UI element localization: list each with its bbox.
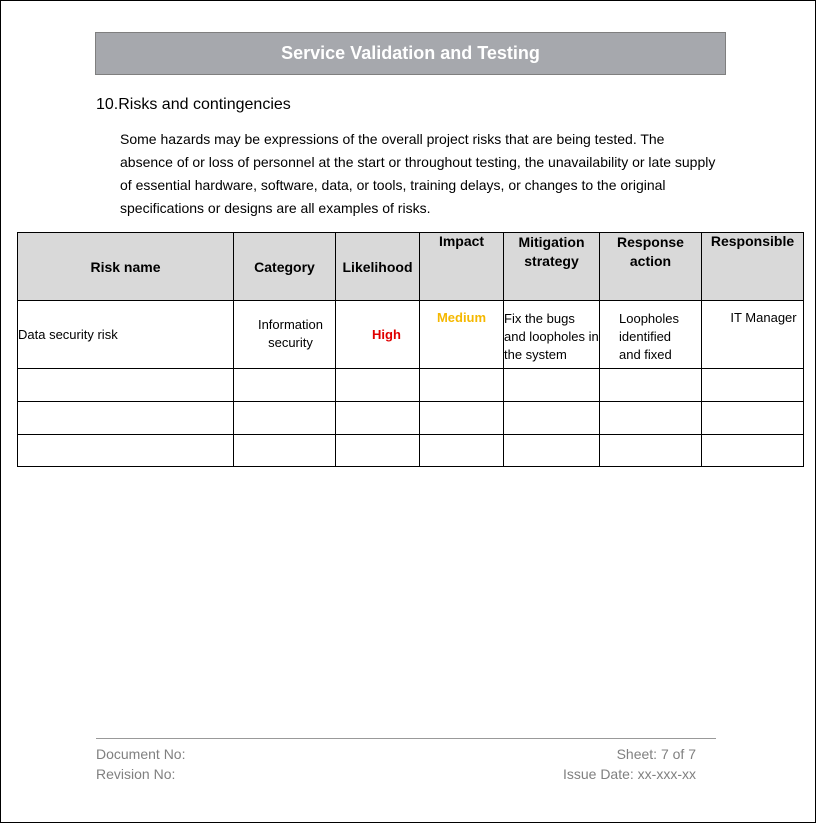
page-title bbox=[95, 32, 726, 75]
cell-response: Loopholes identified and fixed bbox=[600, 301, 702, 369]
header-mitigation bbox=[504, 233, 600, 301]
header-responsible: Responsible bbox=[702, 233, 804, 301]
cell-impact bbox=[420, 301, 504, 369]
footer-revision-no: Revision No: bbox=[96, 766, 176, 782]
header-likelihood: Likelihood bbox=[336, 233, 420, 301]
header-mitigation-text: Mitigation strategy bbox=[518, 234, 585, 269]
table-row-empty bbox=[18, 435, 804, 467]
cell-responsible: IT Manager bbox=[702, 301, 804, 369]
page-title-text: Service Validation and Testing bbox=[281, 43, 540, 63]
cell-risk-name: Data security risk bbox=[18, 301, 234, 369]
table-row-empty bbox=[18, 402, 804, 435]
risk-table bbox=[17, 232, 804, 467]
header-category: Category bbox=[234, 233, 336, 301]
footer-issue-date: Issue Date: xx-xxx-xx bbox=[562, 766, 696, 782]
header-response bbox=[600, 233, 702, 301]
cell-likelihood bbox=[336, 301, 420, 369]
table-row bbox=[18, 301, 804, 369]
impact-value: Medium bbox=[436, 310, 487, 325]
section-paragraph: Some hazards may be expressions of the overall project risks that are being tested. The absence of or loss of personnel at the start or throughout testing, the unavailability or late supply of essential hardware, software, data, or tools, training delays, or changes to the original specifications or designs are all examples of risks. bbox=[120, 131, 716, 216]
section-heading: 10.Risks and contingencies bbox=[96, 96, 291, 113]
header-risk-name: Risk name bbox=[18, 233, 234, 301]
footer-sheet: Sheet: 7 of 7 bbox=[616, 746, 696, 762]
likelihood-value: High bbox=[372, 327, 401, 342]
table-row-empty bbox=[18, 369, 804, 402]
header-impact: Impact bbox=[420, 233, 504, 301]
header-response-text: Response action bbox=[617, 234, 684, 269]
cell-mitigation: Fix the bugs and loopholes in the system bbox=[504, 301, 600, 369]
cell-category: Information security bbox=[234, 301, 336, 369]
footer-divider bbox=[96, 738, 716, 739]
table-header-row bbox=[18, 233, 804, 301]
footer-document-no: Document No: bbox=[96, 746, 186, 762]
